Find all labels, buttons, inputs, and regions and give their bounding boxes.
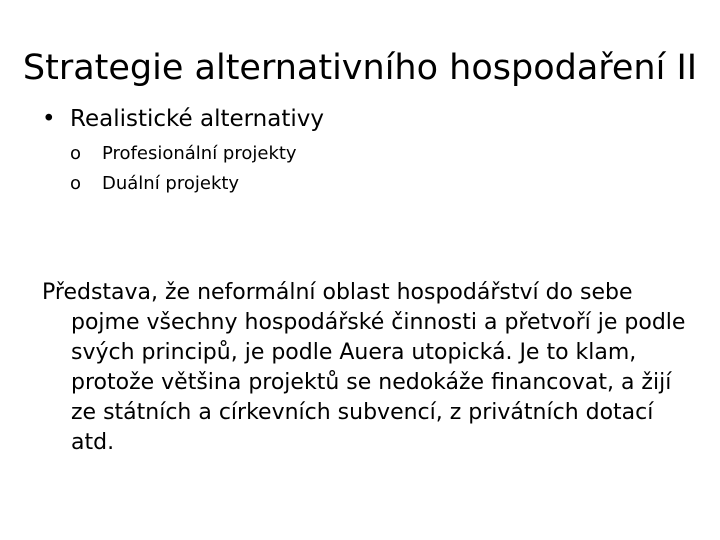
sub-bullet-item xyxy=(70,139,297,169)
sub-bullet-text: Duální projekty xyxy=(102,173,240,194)
sub-bullet-marker: o xyxy=(70,143,82,164)
sub-bullet-text: Profesionální projekty xyxy=(102,143,297,164)
body-paragraph: Představa, že neformální oblast hospodářství do sebe pojme všechny hospodářské činnosti a přetvoří je podle svých principů, je podle Auera utopická. Je to klam, protože většina projektů se nedokáže financovat, a žijí ze státních a církevních subvencí, z privátních dotací atd. xyxy=(42,280,686,455)
bullet-marker: • xyxy=(42,106,56,132)
slide-title: Strategie alternativního hospodaření II xyxy=(22,48,698,88)
sub-bullet-list xyxy=(70,139,297,199)
bullet-text: Realistické alternativy xyxy=(70,106,324,132)
sub-bullet-marker: o xyxy=(70,173,82,194)
bullet-item xyxy=(42,103,324,135)
sub-bullet-item xyxy=(70,169,297,199)
